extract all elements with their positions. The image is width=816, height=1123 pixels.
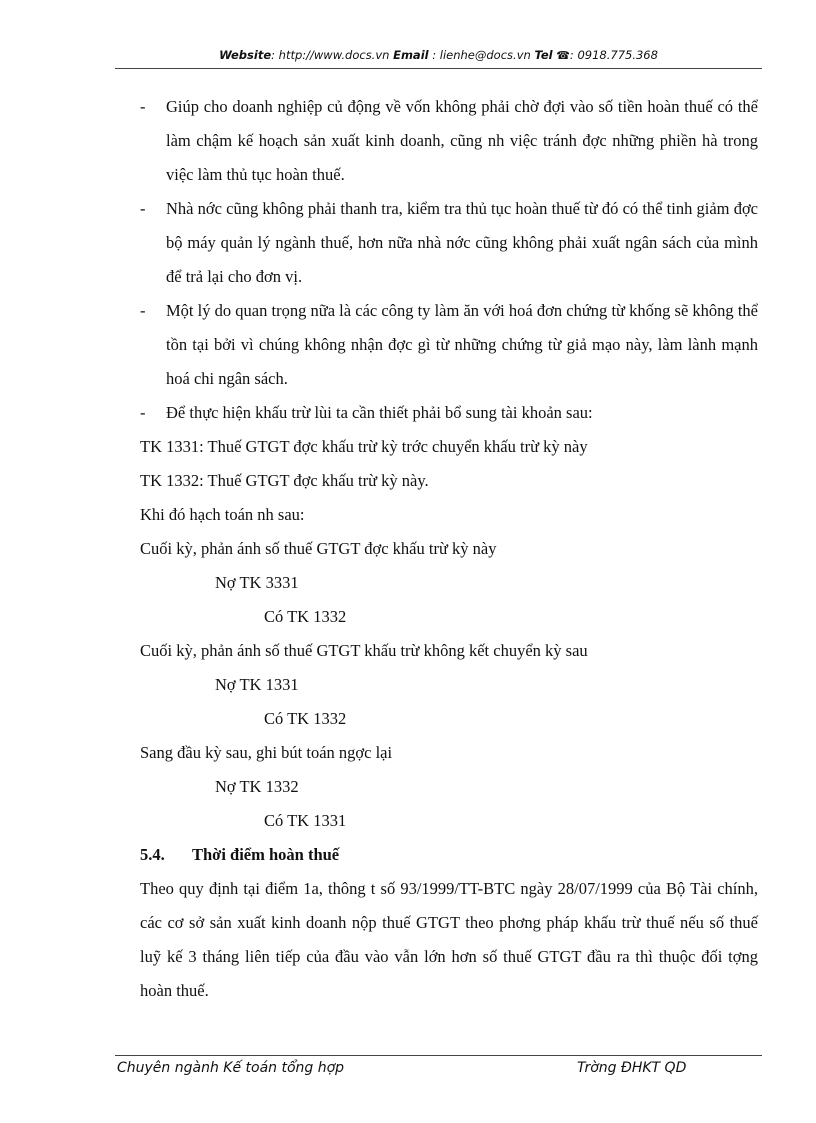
website-label: Website [219, 48, 272, 62]
bullet-item [140, 90, 758, 192]
bullet-item [140, 294, 758, 396]
bullet-text: Một lý do quan trọng nữa là các công ty làm ăn với hoá đơn chứng từ khống sẽ không thể tồn tại bởi vì chúng không nhận đợc gì từ những chứng từ giả mạo này, làm lành mạnh hoá chi ngân sách. [166, 301, 758, 388]
footer-school: Trờng ĐHKT QD [577, 1060, 687, 1076]
section-paragraph: Theo quy định tại điểm 1a, thông t số 93/1999/TT-BTC ngày 28/07/1999 của Bộ Tài chính, các cơ sở sản xuất kinh doanh nộp thuế GTGT theo phơng pháp khấu trừ thuế nếu số thuế luỹ kế 3 tháng liên tiếp của đầu vào vẫn lớn hơn số thuế GTGT đầu ra thì thuộc đối tợng hoàn thuế. [140, 879, 758, 1000]
bullet-dash: - [140, 97, 146, 116]
phone-icon: ☎ [556, 49, 570, 62]
document-body [140, 90, 758, 1008]
case2-debit-entry: Nợ TK 1331 [215, 675, 299, 694]
bullet-dash: - [140, 403, 146, 422]
section-heading [140, 838, 758, 872]
page-header [115, 48, 762, 62]
bullet-item [140, 396, 758, 430]
case3-debit-entry: Nợ TK 1332 [215, 777, 299, 796]
case1-description: Cuối kỳ, phản ánh số thuế GTGT đợc khấu trừ kỳ này [140, 539, 497, 558]
case3-credit-entry: Có TK 1331 [264, 811, 347, 830]
website-value: : http://www.docs.vn [271, 48, 390, 62]
account-tk1332-line: TK 1332: Thuế GTGT đợc khấu trừ kỳ này. [140, 471, 429, 490]
bullet-text: Giúp cho doanh nghiệp củ động về vốn không phải chờ đợi vào số tiền hoàn thuế có thể làm chậm kế hoạch sản xuất kinh doanh, cũng nh việc tránh đợc những phiền hà trong việc làm thủ tục hoàn thuế. [166, 97, 758, 184]
bullet-dash: - [140, 301, 146, 320]
footer-divider [115, 1055, 762, 1056]
case2-credit-entry: Có TK 1332 [264, 709, 347, 728]
accounting-intro-line: Khi đó hạch toán nh sau: [140, 505, 305, 524]
email-value: : lienhe@docs.vn [432, 48, 531, 62]
bullet-item [140, 192, 758, 294]
bullet-text: Nhà nớc cũng không phải thanh tra, kiểm tra thủ tục hoàn thuế từ đó có thể tinh giảm đợc bộ máy quản lý ngành thuế, hơn nữa nhà nớc cũng không phải xuất ngân sách của mình để trả lại cho đơn vị. [166, 199, 758, 286]
tel-label: Tel [534, 48, 553, 62]
bullet-text: Để thực hiện khấu trừ lùi ta cần thiết phải bổ sung tài khoản sau: [166, 403, 593, 422]
account-tk1331-line: TK 1331: Thuế GTGT đợc khấu trừ kỳ trớc chuyển khấu trừ kỳ này [140, 437, 588, 456]
case3-description: Sang đầu kỳ sau, ghi bút toán ngợc lại [140, 743, 393, 762]
header-divider [115, 68, 762, 69]
footer-major: Chuyên ngành Kế toán tổng hợp [117, 1060, 345, 1076]
email-label: Email [393, 48, 429, 62]
case1-debit-entry: Nợ TK 3331 [215, 573, 299, 592]
bullet-dash: - [140, 199, 146, 218]
case1-credit-entry: Có TK 1332 [264, 607, 347, 626]
section-number: 5.4. [140, 845, 165, 864]
section-title: Thời điểm hoàn thuế [192, 845, 340, 864]
case2-description: Cuối kỳ, phản ánh số thuế GTGT khấu trừ không kết chuyển kỳ sau [140, 641, 588, 660]
tel-value: : 0918.775.368 [569, 48, 658, 62]
